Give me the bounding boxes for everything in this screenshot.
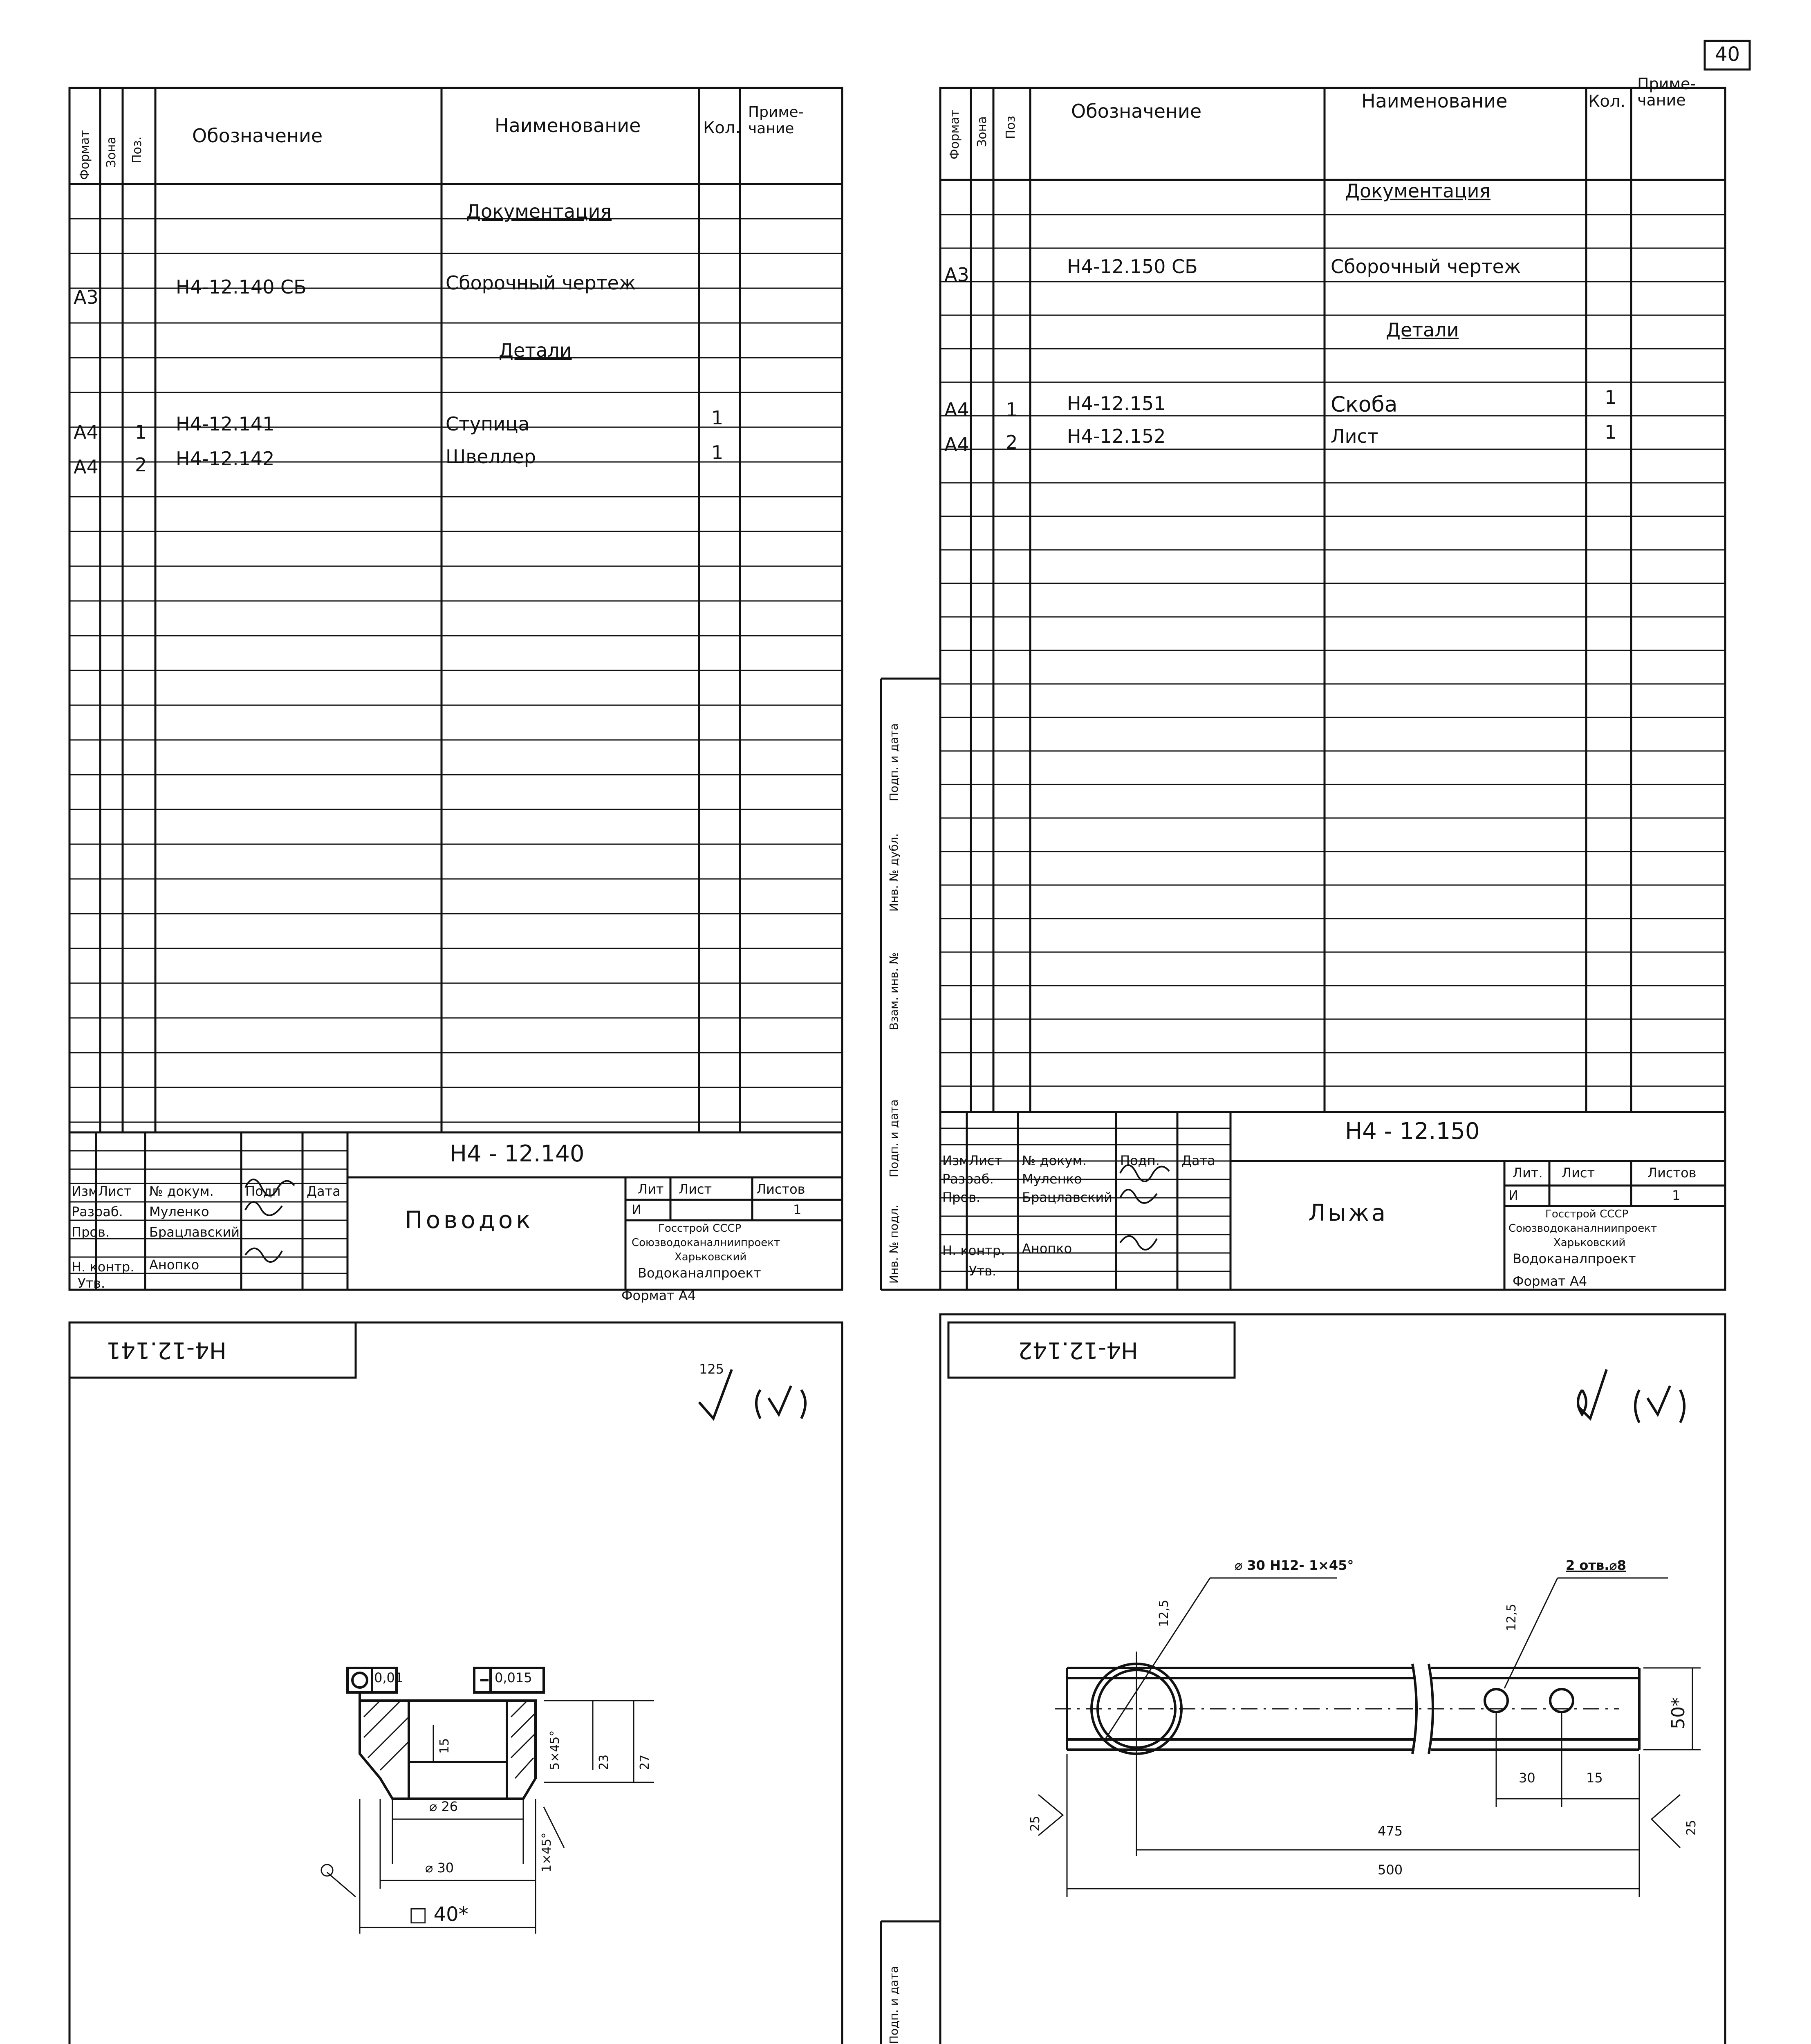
dim-500: 500 <box>1378 1862 1403 1878</box>
row1-pos: 1 <box>1006 399 1018 421</box>
dim-475: 475 <box>1378 1823 1403 1839</box>
tb1-lit: И <box>632 1202 641 1217</box>
tb2-org-4: Водоканалпроект <box>1513 1251 1636 1266</box>
row1-designation: Н4-12.141 <box>176 413 275 435</box>
tb2-role-1: Разраб. <box>942 1171 994 1187</box>
col-zone-header: Зона <box>104 137 119 168</box>
tb1-role-5: Утв. <box>78 1275 105 1291</box>
tb2-head-sign: Подп. <box>1120 1153 1160 1168</box>
tb2-title: Лыжа <box>1308 1200 1388 1226</box>
holes-callout: 2 отв.⌀8 <box>1566 1558 1626 1573</box>
tb1-sheets: 1 <box>793 1202 802 1217</box>
drawing1-code-flipped: Н4-12.141 <box>106 1337 226 1363</box>
tb2-sheets: 1 <box>1672 1188 1681 1203</box>
dim-h15: 15 <box>437 1738 452 1754</box>
tb2-role-5: Утв. <box>969 1263 997 1279</box>
side-label-inv-podl: Инв. № подл. <box>887 1204 901 1284</box>
col-name-header: Наименование <box>495 114 641 137</box>
tb2-head-doc: № докум. <box>1022 1153 1087 1168</box>
dim-d26: ⌀ 26 <box>429 1799 458 1814</box>
tb1-org-2: Союзводоканалниипроект <box>632 1237 780 1249</box>
col-name-header: Наименование <box>1361 90 1508 112</box>
tb1-name-2: Брацлавский <box>149 1224 240 1240</box>
row2-name: Лист <box>1331 425 1378 447</box>
tb2-org-2: Союзводоканалниипроект <box>1508 1222 1657 1235</box>
col-qty-header: Кол. <box>1588 92 1626 111</box>
col-pos-header: Поз. <box>130 136 144 164</box>
tb2-role-4: Н. контр. <box>942 1243 1005 1258</box>
row1-name: Скоба <box>1331 392 1398 417</box>
tb1-org-3: Харьковский <box>675 1251 747 1263</box>
row2-name: Швеллер <box>446 446 536 468</box>
doc-name: Сборочный чертеж <box>1331 256 1521 278</box>
col-pos-header: Поз <box>1004 116 1018 139</box>
row2-designation: Н4-12.142 <box>176 448 275 470</box>
side-label-podp-data-2: Подп. и дата <box>887 723 901 801</box>
dim-d30: ⌀ 30 <box>425 1860 454 1876</box>
col-note-header: Приме- чание <box>1637 75 1696 109</box>
section-documentation: Документация <box>1345 180 1491 202</box>
col-format-header: Формат <box>78 130 92 180</box>
tb1-code: Н4 - 12.140 <box>450 1141 585 1167</box>
page-number: 40 <box>1715 43 1740 66</box>
col-zone-header: Зона <box>975 116 989 147</box>
col-designation-header: Обозначение <box>192 125 323 147</box>
row1-format: А4 <box>944 399 969 421</box>
row1-format: А4 <box>74 421 99 443</box>
tb2-format: Формат А4 <box>1513 1273 1587 1289</box>
tb1-head-date: Дата <box>307 1183 341 1199</box>
tb2-name-1: Муленко <box>1022 1171 1082 1187</box>
side-label-vzam-inv: Взам. инв. № <box>887 952 901 1030</box>
tb1-head-lit: Лит <box>638 1181 664 1197</box>
tb1-org-4: Водоканалпроект <box>638 1265 761 1281</box>
dim-roughness-2: 12,5 <box>1504 1604 1519 1631</box>
tb2-head-listk: Лист <box>1562 1165 1595 1181</box>
row2-format: А4 <box>944 433 969 455</box>
row1-pos: 1 <box>135 421 147 443</box>
tb2-head-date: Дата <box>1181 1153 1215 1168</box>
channel-dimension-lines <box>1038 1578 1701 1897</box>
doc-format: А3 <box>944 264 969 286</box>
dim-15: 15 <box>1586 1770 1603 1786</box>
doc-designation: Н4-12.140 СБ <box>176 276 307 298</box>
row2-designation: Н4-12.152 <box>1067 425 1166 447</box>
tb1-head-doc: № докум. <box>149 1183 214 1199</box>
col-qty-header: Кол. <box>703 119 741 137</box>
tb2-head-izm: Изм <box>942 1153 969 1168</box>
signatures <box>245 1165 1169 2044</box>
tb1-head-izm: Изм <box>72 1183 99 1199</box>
tb1-role-1: Разраб. <box>72 1204 123 1219</box>
tb1-name-4: Анопко <box>149 1257 199 1273</box>
tb2-name-4: Анопко <box>1022 1241 1072 1256</box>
drawing2-code-flipped: Н4-12.142 <box>1018 1337 1138 1363</box>
doc-designation: Н4-12.150 СБ <box>1067 256 1198 278</box>
tb2-org-1: Госстрой СССР <box>1545 1208 1629 1220</box>
tb1-role-2: Пров. <box>72 1224 110 1240</box>
roughness-symbol-left <box>699 1369 805 1419</box>
dim-h27: 27 <box>638 1754 652 1770</box>
tb2-code: Н4 - 12.150 <box>1345 1118 1480 1145</box>
tb1-name-1: Муленко <box>149 1204 209 1219</box>
row1-qty: 1 <box>1605 386 1617 408</box>
row2-format: А4 <box>74 456 99 478</box>
dim-roughness-1: 12,5 <box>1157 1600 1171 1627</box>
tb2-role-2: Пров. <box>942 1190 980 1205</box>
tb1-title: Поводок <box>405 1206 534 1234</box>
tb1-org-1: Госстрой СССР <box>658 1222 742 1235</box>
tb2-name-2: Брацлавский <box>1022 1190 1113 1205</box>
tb2-org-3: Харьковский <box>1553 1237 1626 1249</box>
dim-30: 30 <box>1519 1770 1535 1786</box>
dim-h50: 50* <box>1668 1697 1689 1729</box>
dim-chamfer-5x45: 5×45° <box>548 1730 562 1770</box>
tb1-head-listk: Лист <box>679 1181 712 1197</box>
row1-designation: Н4-12.151 <box>1067 392 1166 415</box>
section-documentation: Документация <box>466 200 612 222</box>
row2-pos: 2 <box>135 454 147 476</box>
dim-roughness-25a: 25 <box>1028 1815 1042 1831</box>
roughness-symbol-right <box>1578 1369 1684 1423</box>
tb2-lit: И <box>1508 1188 1518 1203</box>
tb1-role-4: Н. контр. <box>72 1259 134 1275</box>
side-label-podp-data-1: Подп. и дата <box>887 1099 901 1177</box>
col-format-header: Формат <box>948 110 962 159</box>
side-label-inv-dubl: Инв. № дубл. <box>887 833 901 912</box>
dim-h23: 23 <box>597 1754 611 1770</box>
tb1-head-listov: Листов <box>756 1181 805 1197</box>
tb1-head-sign: Подп <box>245 1183 281 1199</box>
tb1-format: Формат А4 <box>621 1288 696 1303</box>
dim-sq40: □ 40* <box>409 1903 468 1926</box>
row2-qty: 1 <box>1605 421 1617 443</box>
col-note-header: Приме- чание <box>748 104 804 137</box>
section-parts: Детали <box>1386 319 1459 341</box>
row2-qty: 1 <box>711 442 724 464</box>
tolerance-parallel: 0,015 <box>495 1670 532 1685</box>
dim-roughness-25b: 25 <box>1684 1820 1699 1836</box>
side-label-podp-data-2: Подп. и дата <box>887 1966 901 2044</box>
row1-qty: 1 <box>711 407 724 429</box>
section-parts: Детали <box>499 339 572 361</box>
hole-callout: ⌀ 30 Н12- 1×45° <box>1235 1558 1354 1573</box>
tolerance-flatness: 0,01 <box>374 1670 403 1685</box>
dim-chamfer-1x45: 1×45° <box>540 1832 554 1872</box>
row1-name: Ступица <box>446 413 530 435</box>
tb2-head-list: Лист <box>969 1153 1002 1168</box>
row2-pos: 2 <box>1006 431 1018 453</box>
doc-name: Сборочный чертеж <box>446 272 636 294</box>
doc-format: А3 <box>74 286 99 308</box>
tb2-head-lit: Лит. <box>1513 1165 1543 1181</box>
tb1-head-list: Лист <box>98 1183 132 1199</box>
roughness-value: 125 <box>699 1361 724 1377</box>
hub-dimension-lines <box>321 1701 654 1934</box>
tb2-head-listov: Листов <box>1647 1165 1697 1181</box>
col-designation-header: Обозначение <box>1071 100 1202 122</box>
